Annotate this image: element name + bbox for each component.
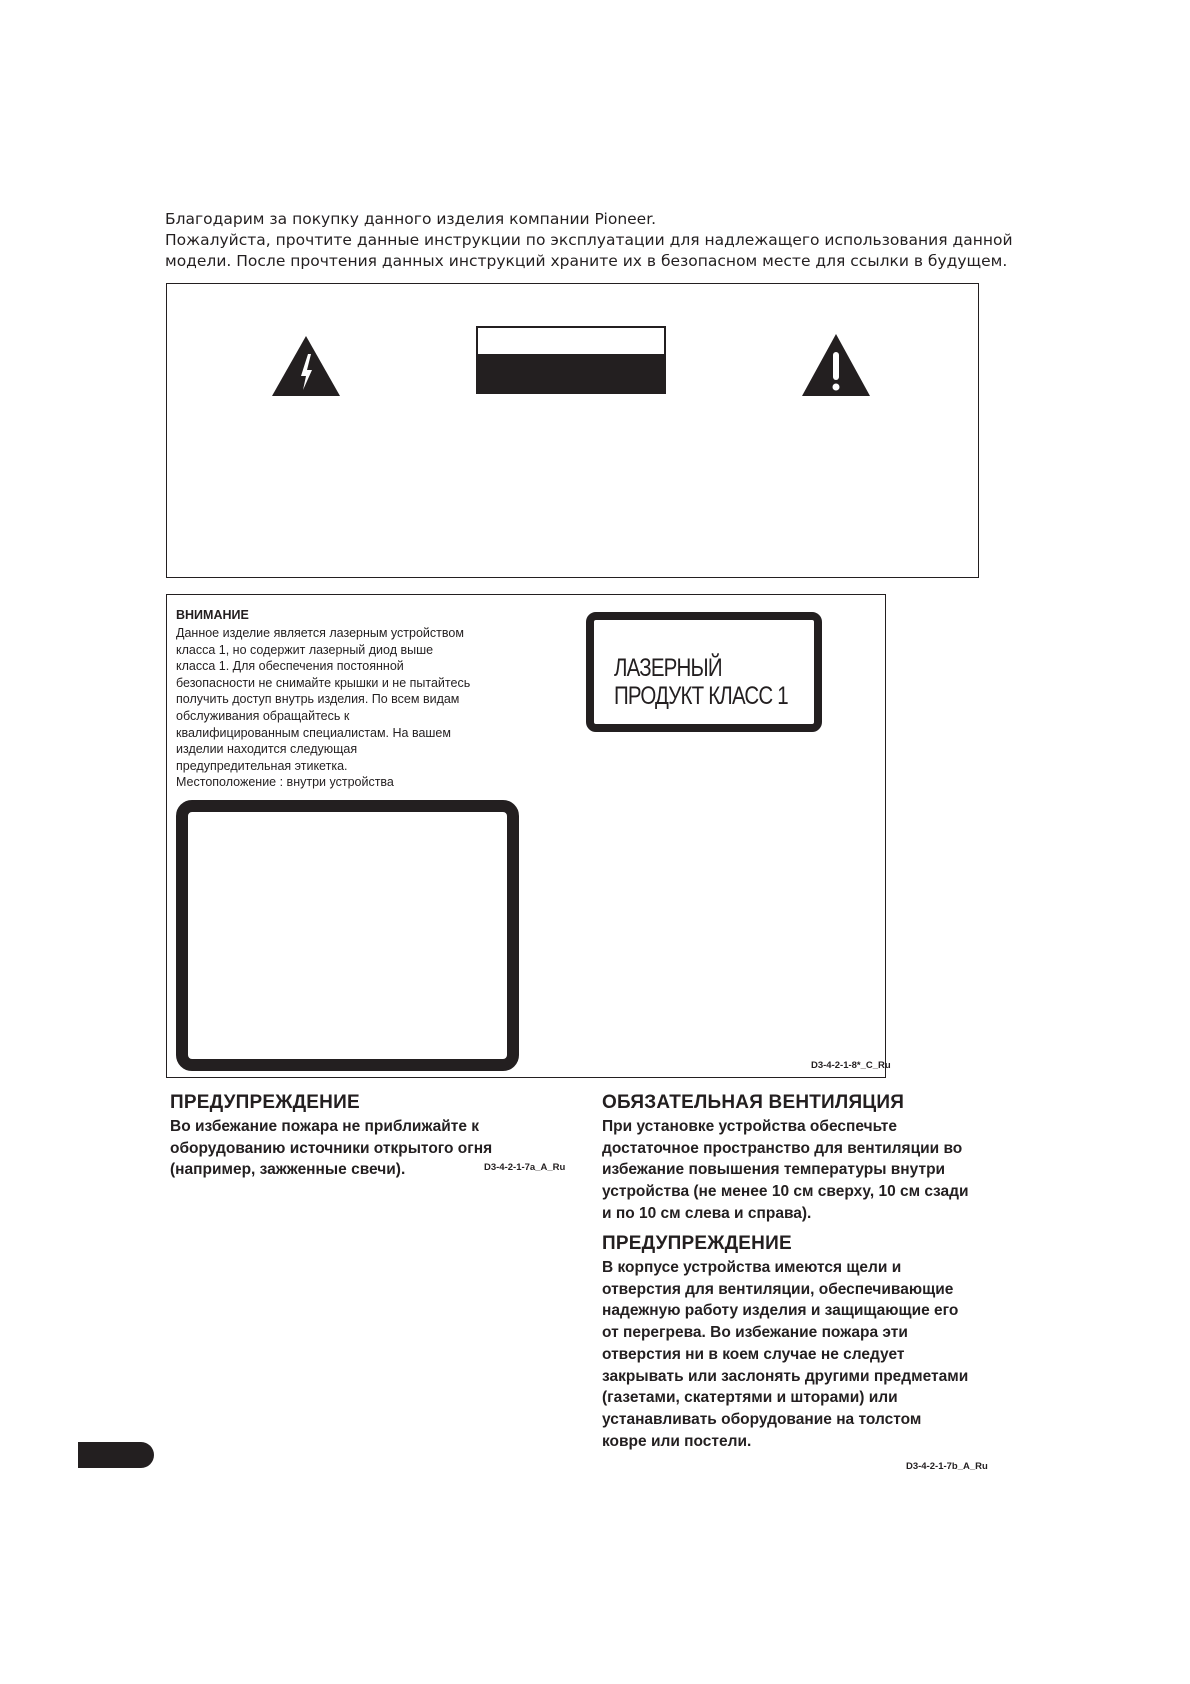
label-frame-graphic [176, 800, 519, 1071]
vent-warning-line: (газетами, скатертями и шторами) или [602, 1389, 898, 1407]
attention-line: класса 1. Для обеспечения постоянной [176, 659, 404, 674]
attention-line: безопасности не снимайте крышки и не пытайтесь [176, 675, 471, 690]
document-code: D3-4-2-1-7b_A_Ru [906, 1461, 988, 1472]
laser-class-label [586, 612, 822, 732]
vent-warning-line: от перегрева. Во избежание пожара эти [602, 1324, 908, 1342]
attention-line: изделии находится следующая [176, 742, 358, 757]
ventilation-line: и по 10 см слева и справа). [602, 1204, 812, 1222]
intro-line: Благодарим за покупку данного изделия компании Pioneer. [165, 210, 657, 228]
attention-line: Местоположение : внутри устройства [176, 775, 394, 790]
vent-warning-line: отверстия для вентиляции, обеспечивающие [602, 1280, 954, 1298]
fire-warning-line: Во избежание пожара не приближайте к [170, 1118, 480, 1135]
caution-label-graphic [476, 326, 666, 394]
fire-warning-line: оборудованию источники открытого огня [170, 1139, 493, 1157]
ventilation-text [602, 1116, 969, 1225]
fire-warning-title: ПРЕДУПРЕЖДЕНИЕ [170, 1092, 360, 1113]
ventilation-title: ОБЯЗАТЕЛЬНАЯ ВЕНТИЛЯЦИЯ [602, 1092, 905, 1113]
document-code: D3-4-2-1-8*_C_Ru [811, 1060, 891, 1071]
intro-line: модели. После прочтения данных инструкций храните их в безопасном месте для ссылки в будущем. [165, 252, 1008, 270]
attention-line: обслуживания обращайтесь к [176, 708, 350, 723]
ventilation-line: При установке устройства обеспечьте [602, 1118, 897, 1135]
vent-warning-line: отверстия ни в коем случае не следует [602, 1345, 905, 1363]
intro-line: Пожалуйста, прочтите данные инструкции по эксплуатации для надлежащего использования данной [165, 231, 1013, 249]
attention-line: Данное изделие является лазерным устройством [176, 626, 464, 640]
attention-line: получить доступ внутрь изделия. По всем видам [176, 692, 460, 707]
attention-line: предупредительная этикетка. [176, 758, 348, 773]
exclamation-warning-icon [800, 332, 872, 398]
attention-line: квалифицированным специалистам. На вашем [176, 725, 451, 740]
vent-warning-line: надежную работу изделия и защищающие его [602, 1302, 959, 1320]
attention-text [176, 625, 470, 791]
document-code: D3-4-2-1-7a_A_Ru [484, 1162, 566, 1173]
vent-warning-line: устанавливать оборудование на толстом [602, 1410, 922, 1428]
ventilation-line: устройства (не менее 10 см сверху, 10 см сзади [602, 1183, 969, 1201]
electric-shock-warning-icon [270, 334, 342, 398]
vent-warning-line: В корпусе устройства имеются щели и [602, 1259, 902, 1276]
fire-warning-text [170, 1116, 492, 1181]
vent-warning-line: закрывать или заслонять другими предметами [602, 1367, 969, 1385]
vent-warning-line: ковре или постели. [602, 1432, 752, 1450]
laser-label-line: ПРОДУКТ КЛАСС 1 [614, 682, 788, 710]
vent-warning-text [602, 1257, 968, 1452]
page-number-tab [78, 1442, 154, 1468]
ventilation-line: избежание повышения температуры внутри [602, 1161, 946, 1179]
attention-title: ВНИМАНИЕ [176, 608, 249, 622]
laser-label-line: ЛАЗЕРНЫЙ [614, 654, 722, 682]
vent-warning-title: ПРЕДУПРЕЖДЕНИЕ [602, 1233, 792, 1254]
fire-warning-line: (например, зажженные свечи). [170, 1161, 406, 1179]
attention-line: класса 1, но содержит лазерный диод выше [176, 642, 434, 657]
intro-text [165, 209, 1025, 272]
caution-label-band [478, 354, 664, 392]
ventilation-line: достаточное пространство для вентиляции во [602, 1139, 963, 1157]
